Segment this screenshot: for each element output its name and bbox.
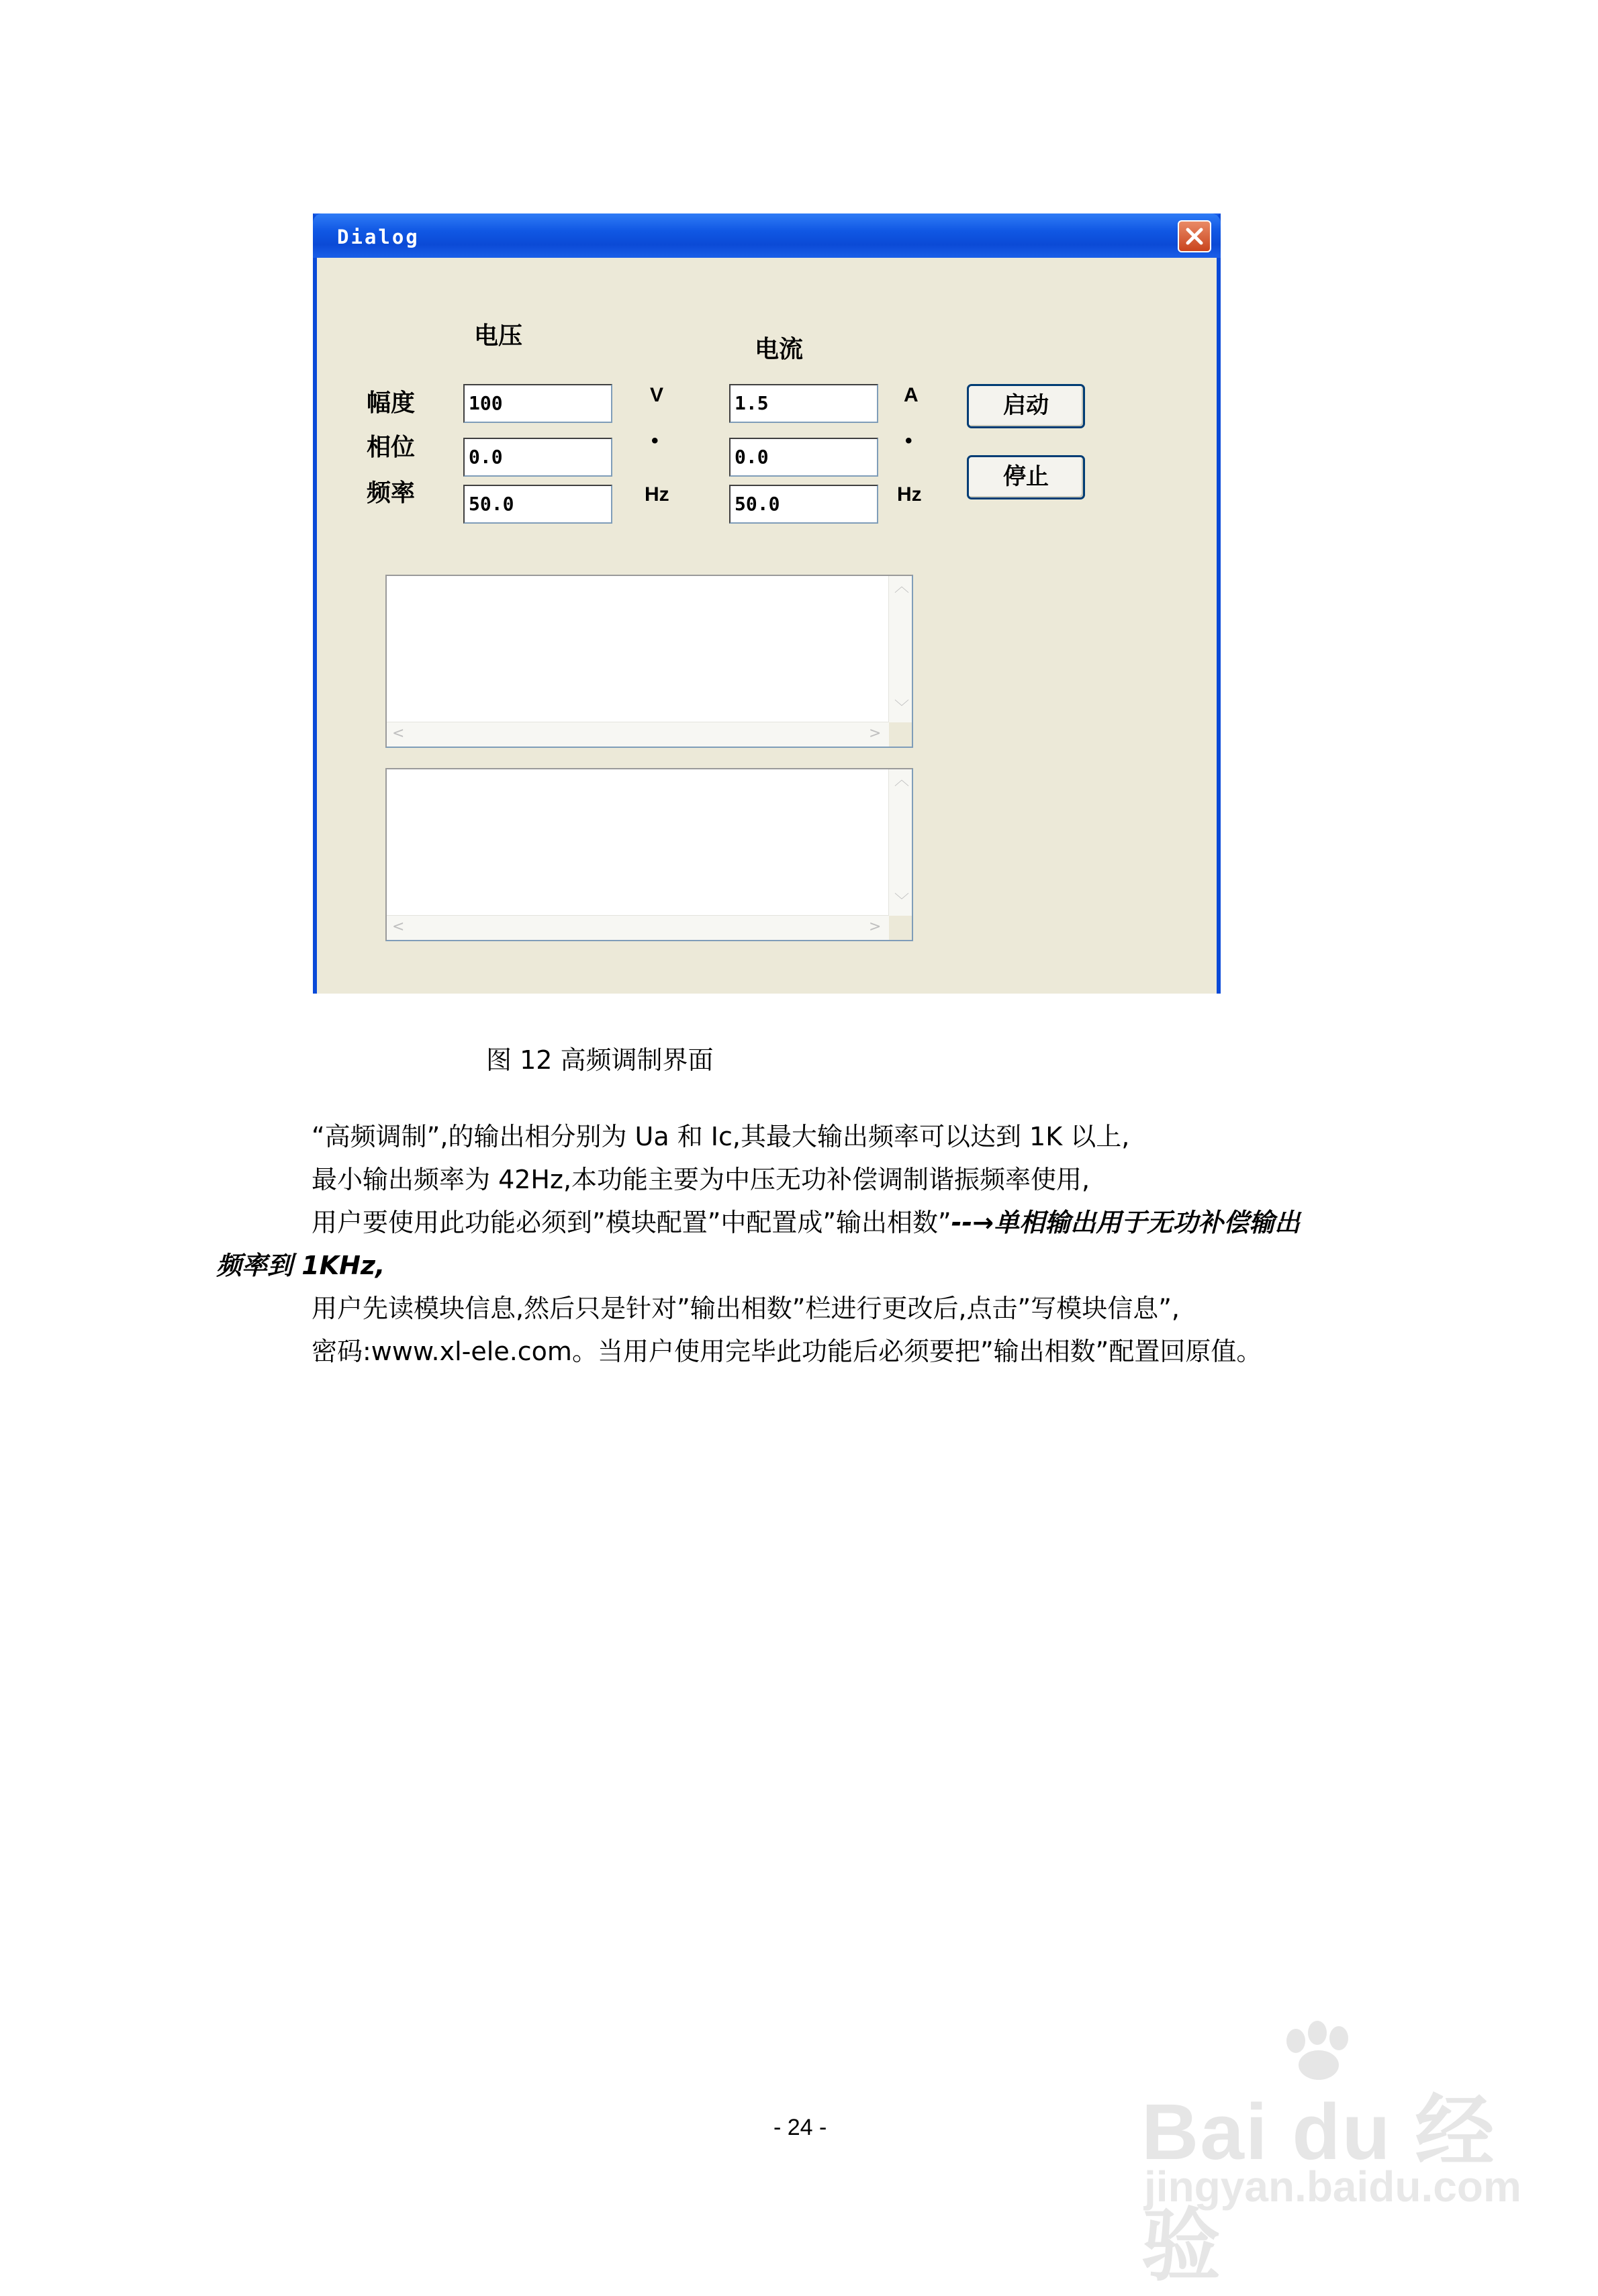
scroll-up-icon[interactable]: ︿: [894, 772, 910, 789]
voltage-phase-input[interactable]: 0.0: [463, 438, 612, 477]
voltage-header: 电压: [474, 322, 523, 350]
stop-button[interactable]: 停止: [967, 455, 1085, 499]
vertical-scrollbar[interactable]: [888, 576, 912, 722]
paragraph-line-2: 最小输出频率为 42Hz,本功能主要为中压无功补偿调制谐振频率使用,: [312, 1165, 1090, 1194]
current-phase-input[interactable]: 0.0: [729, 438, 878, 477]
figure-caption: 图 12 高频调制界面: [486, 1045, 714, 1075]
watermark-url: jingyan.baidu.com: [1144, 2162, 1521, 2211]
scroll-up-icon[interactable]: ︿: [894, 579, 910, 595]
phase-label: 相位: [367, 433, 416, 461]
emphasis-text-2: 频率到 1KHz,: [216, 1251, 385, 1280]
voltage-amplitude-unit: V: [650, 384, 664, 406]
output-listbox-1[interactable]: [385, 575, 913, 748]
paragraph-line-4: 用户先读模块信息,然后只是针对”输出相数”栏进行更改后,点击”写模块信息”,: [312, 1294, 1180, 1323]
output-listbox-2[interactable]: [385, 768, 913, 941]
scroll-left-icon[interactable]: <: [392, 725, 405, 742]
horizontal-scrollbar[interactable]: [387, 915, 889, 940]
current-amplitude-input[interactable]: 1.5: [729, 384, 878, 423]
close-button[interactable]: [1178, 220, 1211, 252]
dialog-window: [313, 213, 1221, 994]
current-amplitude-unit: A: [904, 384, 919, 406]
scroll-right-icon[interactable]: >: [869, 725, 882, 742]
start-button[interactable]: 启动: [967, 384, 1085, 428]
dialog-title: Dialog: [337, 226, 420, 248]
amplitude-label: 幅度: [367, 389, 416, 417]
scroll-corner: [889, 722, 912, 747]
voltage-phase-unit: •: [651, 430, 659, 452]
watermark-logo: Bai du 经验: [1141, 2088, 1496, 2291]
scroll-right-icon[interactable]: >: [869, 918, 882, 935]
emphasis-text-1: --→单相输出用于无功补偿输出: [951, 1208, 1301, 1237]
paragraph-line-5: 密码:www.xl-ele.com。当用户使用完毕此功能后必须要把”输出相数”配置回原值。: [312, 1337, 1262, 1366]
current-frequency-unit: Hz: [897, 483, 922, 506]
current-phase-unit: •: [905, 430, 912, 452]
scroll-corner: [889, 916, 912, 940]
paragraph-line-3: [312, 1202, 1300, 1239]
current-header: 电流: [755, 335, 804, 363]
voltage-frequency-unit: Hz: [645, 483, 669, 506]
scroll-left-icon[interactable]: <: [392, 918, 405, 935]
voltage-frequency-input[interactable]: 50.0: [463, 485, 612, 524]
horizontal-scrollbar[interactable]: [387, 722, 889, 747]
vertical-scrollbar[interactable]: [888, 769, 912, 916]
watermark: [1141, 2021, 1521, 2291]
current-frequency-input[interactable]: 50.0: [729, 485, 878, 524]
paragraph-line-1: “高频调制”,的输出相分别为 Ua 和 Ic,其最大输出频率可以达到 1K 以上,: [312, 1122, 1130, 1151]
scroll-down-icon[interactable]: ﹀: [894, 893, 910, 910]
frequency-label: 频率: [367, 479, 416, 507]
dialog-titlebar[interactable]: [313, 213, 1221, 258]
voltage-amplitude-input[interactable]: 100: [463, 384, 612, 423]
close-icon: [1185, 227, 1204, 246]
scroll-down-icon[interactable]: ﹀: [894, 700, 910, 716]
page-number: - 24 -: [773, 2115, 827, 2140]
paragraph-line-3-text: 用户要使用此功能必须到”模块配置”中配置成”输出相数”: [312, 1208, 951, 1237]
